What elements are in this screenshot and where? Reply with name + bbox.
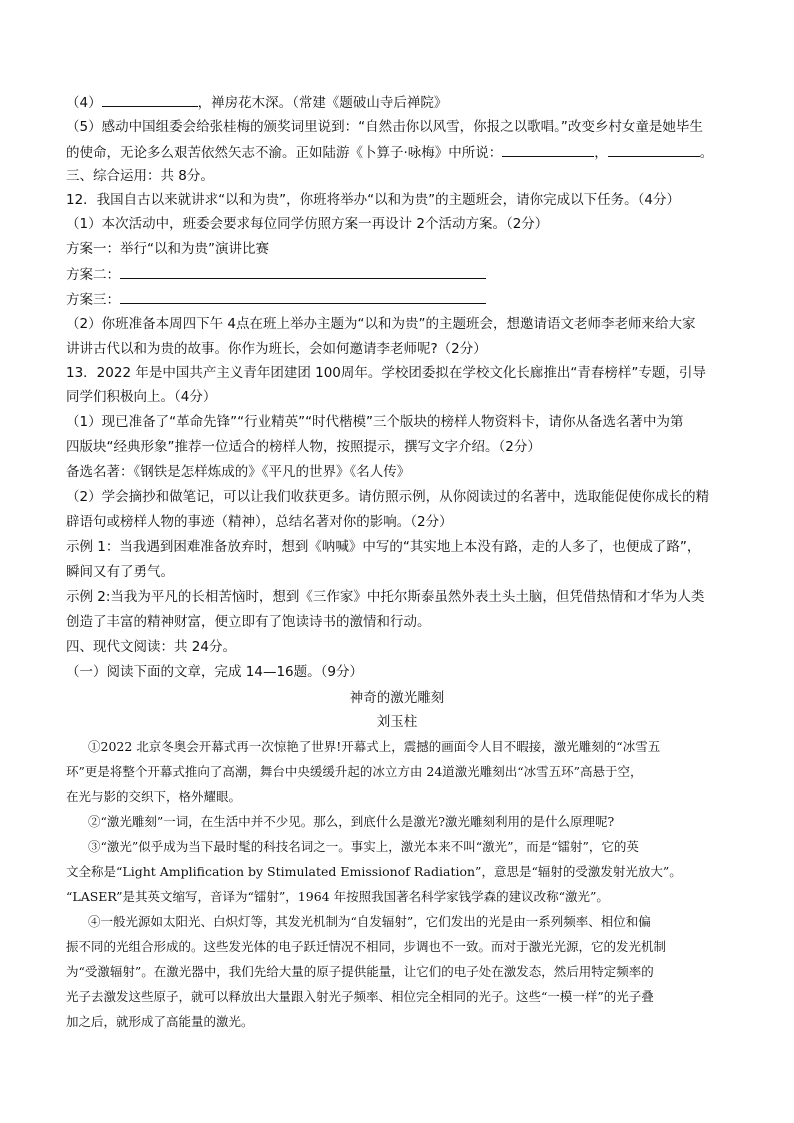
section4-part1: （一）阅读下面的文章，完成 14—16题。（9分）	[66, 664, 363, 680]
q13-example2-line1: 示例 2:当我为平凡的长相苦恼时，想到《三作家》中托尔斯泰虽然外表土头土脑，但凭借热情和才华为人类	[66, 589, 705, 605]
q13-stem-line1: 13．2022 年是中国共产主义青年团建团 100周年。学校团委拟在学校文化长廊推出“青春榜样”专题，引导	[66, 365, 706, 381]
article-paragraph-3: ③“激光”似乎成为当下最时髦的科技名词之一。事实上，激光本来不叫“激光”，而是“镭射”，它的英	[88, 839, 639, 854]
article-author: 刘玉柱	[376, 714, 418, 730]
q11-5-end: 。	[699, 145, 714, 161]
q13-example1-line1: 示例 1：当我遇到困难准备放弃时，想到《呐喊》中写的“其实地上本没有路，走的人多了，也便成了路”，	[66, 539, 701, 555]
article-paragraph-1: 环”更是将整个开幕式推向了高潮，舞台中央缓缓升起的冰立方由 24道激光雕刻出“冰雪五环”高悬于空，	[66, 764, 643, 779]
answer-blank[interactable]	[502, 143, 594, 157]
answer-blank[interactable]	[102, 93, 198, 107]
q11-5-line2	[66, 143, 713, 162]
q13-sub1-line2: 四版块“经典形象”推荐一位适合的榜样人物，按照提示，撰写文字介绍。（2分）	[66, 439, 541, 455]
q13-sub2-line1: （2）学会摘抄和做笔记，可以让我们收获更多。请仿照示例，从你阅读过的名著中，选取能促使你成长的精	[66, 489, 710, 505]
q11-5-line2-text: 的使命，无论多么艰苦依然矢志不渝。正如陆游《卜算子·咏梅》中所说：	[66, 145, 503, 161]
q12-sub2-line2: 讲讲古代以和为贵的故事。你作为班长，会如何邀请李老师呢?（2分）	[66, 341, 487, 357]
article-paragraph-3: 文全称是“Light Amplification by Stimulated Emissionof Radiation”，意思是“辐射的受激发射光放大”。	[66, 864, 682, 879]
q11-4-line	[66, 93, 447, 112]
q11-5-line1: （5）感动中国组委会给张桂梅的颁奖词里说到：“自然击你以风雪，你报之以歌唱。”改变乡村女童是她毕生	[66, 119, 703, 135]
article-paragraph-4: 光子去激发这些原子，就可以释放出大量跟入射光子频率、相位完全相同的光子。这些“一模一样”的光子叠	[66, 989, 654, 1004]
article-paragraph-4: 振不同的光组合形成的。这些发光体的电子跃迁情况不相同，步调也不一致。而对于激光光源，它的发光机制	[66, 939, 667, 954]
article-paragraph-4: 加之后，就形成了高能量的激光。	[66, 1014, 254, 1029]
q11-4-prefix: （4）	[66, 95, 102, 111]
q12-plan2-label: 方案二：	[66, 267, 120, 283]
article-paragraph-1: 在光与影的交织下，格外耀眼。	[66, 789, 242, 804]
q12-plan2	[66, 265, 486, 284]
plan2-answer-line[interactable]	[120, 265, 486, 279]
q11-5-sep: ，	[594, 145, 608, 161]
q11-4-text: ，禅房花木深。（常建《题破山寺后禅院》	[197, 95, 448, 111]
q12-plan3	[66, 290, 486, 309]
article-paragraph-3: “LASER”是其英文缩写，音译为“镭射”，1964 年按照我国著名科学家钱学森的建议改称“激光”。	[66, 889, 609, 904]
plan3-answer-line[interactable]	[120, 290, 486, 304]
article-paragraph-4: ④一般光源如太阳光、白炽灯等，其发光机制为“自发辐射”，它们发出的光是由一系列频率、相位和偏	[88, 914, 651, 929]
section3-heading: 三、综合运用：共 8分。	[66, 168, 214, 184]
q13-stem-line2: 同学们积极向上。（4分）	[66, 389, 217, 405]
article-paragraph-2: ②“激光雕刻”一词，在生活中并不少见。那么，到底什么是激光?激光雕刻利用的是什么原理呢?	[88, 814, 615, 829]
q12-plan1: 方案一：举行“以和为贵”演讲比赛	[66, 241, 269, 257]
q12-plan3-label: 方案三：	[66, 292, 120, 308]
article-paragraph-1: ①2022 北京冬奥会开幕式再一次惊艳了世界!开幕式上，震撼的画面令人目不暇接，激光雕刻的“冰雪五	[88, 739, 661, 754]
q13-books: 备选名著：《钢铁是怎样炼成的》《平凡的世界》《名人传》	[66, 464, 411, 480]
q13-example2-line2: 创造了丰富的精神财富，便立即有了饱读诗书的激情和行动。	[66, 614, 431, 630]
article-paragraph-4: 为“受激辐射”。在激光器中，我们先给大量的原子提供能量，让它们的电子处在激发态，然后用特定频率的	[66, 964, 654, 979]
q12-stem: 12．我国自古以来就讲求“以和为贵”，你班将举办“以和为贵”的主题班会，请你完成以下任务。（4分）	[66, 192, 680, 208]
section4-heading: 四、现代文阅读：共 24分。	[66, 639, 236, 655]
article-title: 神奇的激光雕刻	[349, 690, 445, 706]
q13-sub1-line1: （1）现已准备了“革命先锋”“行业精英”“时代楷模”三个版块的榜样人物资料卡，请你从备选名著中为第	[66, 414, 684, 430]
q13-example1-line2: 瞬间又有了勇气。	[66, 564, 174, 580]
answer-blank[interactable]	[608, 143, 700, 157]
q12-sub2-line1: （2）你班准备本周四下午 4点在班上举办主题为“以和为贵”的主题班会，想邀请语文老师李老师来给大家	[66, 316, 696, 332]
q12-sub1: （1）本次活动中，班委会要求每位同学仿照方案一再设计 2个活动方案。（2分）	[66, 216, 549, 232]
q13-sub2-line2: 辟语句或榜样人物的事迹（精神），总结名著对你的影响。（2分）	[66, 514, 453, 530]
